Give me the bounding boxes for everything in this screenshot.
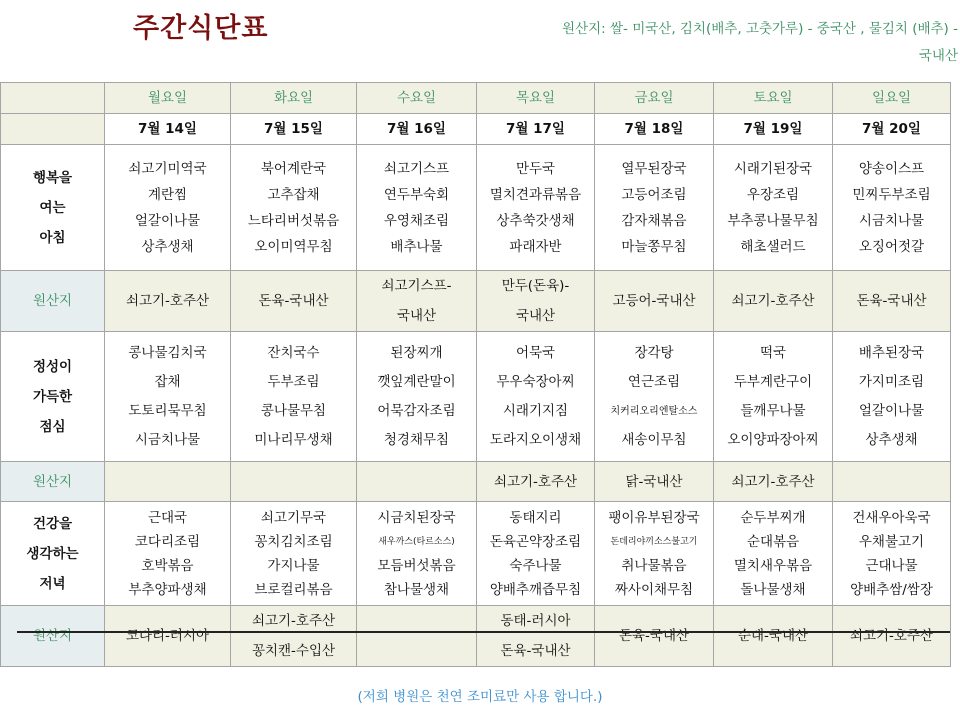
menu-item: 순두부찌개 xyxy=(740,509,806,526)
lunch-label-line: 점심 xyxy=(39,418,66,435)
weekly-menu-table xyxy=(0,82,951,667)
menu-item: 두부조림 xyxy=(267,373,320,390)
menu-item: 배추된장국 xyxy=(858,344,925,361)
breakfast-menu-cell xyxy=(595,145,714,271)
menu-item: 돈육곤약장조림 xyxy=(489,533,582,550)
lunch-label-line: 가득한 xyxy=(32,388,73,405)
menu-item: 배추나물 xyxy=(390,238,443,255)
day-name-cell: 토요일 xyxy=(714,83,833,114)
menu-item: 도토리묵무침 xyxy=(128,402,207,419)
breakfast-menu-cell xyxy=(477,145,595,271)
dinner-label-line: 저녁 xyxy=(39,575,66,592)
date-cell: 7월 18일 xyxy=(595,114,714,145)
menu-item: 콩나물김치국 xyxy=(128,344,207,361)
origin-item: 동태-러시아 xyxy=(500,613,571,629)
breakfast-row xyxy=(1,145,951,271)
menu-item: 쇠고기스프 xyxy=(383,160,450,177)
menu-item: 우장조림 xyxy=(746,186,800,203)
menu-item: 쇠고기미역국 xyxy=(128,160,207,177)
dinner-menu-cell xyxy=(357,502,477,606)
dinner-origin-cell xyxy=(231,606,357,667)
menu-item: 꽁치김치조림 xyxy=(254,533,333,550)
menu-item: 근대국 xyxy=(147,509,188,526)
origin-item: 쇠고기-호주산 xyxy=(493,473,578,490)
origin-item: 만두(돈육)- xyxy=(501,278,570,294)
origin-item: 쇠고기스프- xyxy=(381,278,452,294)
breakfast-origin-row xyxy=(1,271,951,332)
day-name-cell: 월요일 xyxy=(105,83,231,114)
menu-item: 가지미조림 xyxy=(858,373,925,390)
menu-item: 콩나물무침 xyxy=(260,402,327,419)
lunch-menu-cell xyxy=(357,332,477,462)
menu-item: 시금치나물 xyxy=(858,212,925,229)
menu-item: 얼갈이나물 xyxy=(134,212,201,229)
dinner-menu-cell xyxy=(105,502,231,606)
menu-item: 치커리오리엔탈소스 xyxy=(610,405,698,417)
dinner-menu-cell xyxy=(231,502,357,606)
menu-item: 숙주나물 xyxy=(509,557,562,574)
dinner-label-cell xyxy=(1,502,105,606)
origin-note-line1: 원산지: 쌀- 미국산, 김치(배추, 고춧가루) - 중국산 , 물김치 (배추) - xyxy=(562,21,958,37)
menu-item: 고등어조림 xyxy=(621,186,687,203)
breakfast-origin-cell xyxy=(595,271,714,332)
menu-item: 새우까스(타르소스) xyxy=(378,536,455,547)
menu-item: 얼갈이나물 xyxy=(858,402,925,419)
menu-item: 만두국 xyxy=(515,160,556,177)
menu-item: 짜사이채무침 xyxy=(614,581,694,598)
day-header-row xyxy=(1,83,951,114)
breakfast-label-line: 아침 xyxy=(39,229,66,246)
breakfast-origin-cell xyxy=(357,271,477,332)
menu-item: 북어계란국 xyxy=(260,160,327,177)
breakfast-menu-cell xyxy=(105,145,231,271)
menu-item: 팽이유부된장국 xyxy=(608,509,700,526)
menu-item: 상추생채 xyxy=(865,431,918,448)
origin-item: 돈육-국내산 xyxy=(618,628,690,644)
menu-item: 브로컬리볶음 xyxy=(254,581,333,598)
dinner-label-line: 건강을 xyxy=(32,515,73,532)
menu-item: 해초샐러드 xyxy=(740,238,806,255)
origin-item: 쇠고기-호주산 xyxy=(251,613,336,629)
lunch-menu-cell xyxy=(595,332,714,462)
dinner-menu-cell xyxy=(477,502,595,606)
origin-item: 쇠고기-호주산 xyxy=(125,293,210,309)
lunch-menu-cell xyxy=(231,332,357,462)
breakfast-origin-label: 원산지 xyxy=(1,271,105,332)
menu-item: 가지나물 xyxy=(267,557,320,574)
dinner-label-line: 생각하는 xyxy=(26,545,79,562)
date-cell: 7월 17일 xyxy=(477,114,595,145)
menu-item: 장각탕 xyxy=(634,344,674,361)
origin-item: 쇠고기-호주산 xyxy=(849,628,934,644)
menu-item: 감자채볶음 xyxy=(621,212,687,229)
day-name-cell: 화요일 xyxy=(231,83,357,114)
breakfast-origin-cell xyxy=(714,271,833,332)
dinner-origin-cell xyxy=(357,606,477,667)
menu-item: 돌나물생채 xyxy=(740,581,806,598)
menu-item: 멸치견과류볶음 xyxy=(489,186,582,203)
menu-item: 쇠고기무국 xyxy=(260,509,327,526)
menu-item: 마늘쫑무침 xyxy=(621,238,687,255)
date-header-row xyxy=(1,114,951,145)
day-name-cell: 수요일 xyxy=(357,83,477,114)
lunch-origin-cell xyxy=(105,462,231,502)
menu-item: 근대나물 xyxy=(865,557,918,574)
lunch-origin-cell xyxy=(714,462,833,502)
menu-item: 미나리무생채 xyxy=(254,431,333,448)
rice-kimchi-origin-note xyxy=(462,16,958,70)
menu-item: 부추콩나물무침 xyxy=(727,212,819,229)
lunch-origin-label: 원산지 xyxy=(1,462,105,502)
menu-item: 호박볶음 xyxy=(141,557,194,574)
menu-item: 민찌두부조림 xyxy=(852,186,931,203)
menu-item: 상추쑥갓생채 xyxy=(496,212,575,229)
menu-item: 우채불고기 xyxy=(858,533,925,550)
breakfast-label-line: 행복을 xyxy=(32,169,73,186)
day-name-cell: 금요일 xyxy=(595,83,714,114)
menu-item: 고추잡채 xyxy=(267,186,320,203)
menu-item: 무우숙장아찌 xyxy=(496,373,575,390)
footer-note: (저희 병원은 천연 조미료만 사용 합니다.) xyxy=(357,689,603,705)
origin-item: 쇠고기-호주산 xyxy=(731,293,815,309)
menu-item: 시금치나물 xyxy=(134,431,201,448)
dinner-row xyxy=(1,502,951,606)
menu-item: 시래기지짐 xyxy=(502,402,569,419)
dinner-origin-row xyxy=(1,606,951,667)
dinner-menu-cell xyxy=(595,502,714,606)
menu-item: 우영채조림 xyxy=(383,212,450,229)
menu-item: 건새우아욱국 xyxy=(852,509,931,526)
lunch-origin-row xyxy=(1,462,951,502)
dinner-origin-cell xyxy=(714,606,833,667)
origin-note-line2: 국내산 xyxy=(918,48,958,64)
menu-item: 코다리조림 xyxy=(134,533,201,550)
dinner-menu-cell xyxy=(714,502,833,606)
origin-item: 순대-국내산 xyxy=(737,628,809,644)
lunch-origin-cell xyxy=(595,462,714,502)
menu-item: 잡채 xyxy=(154,373,181,390)
breakfast-menu-cell xyxy=(833,145,951,271)
menu-item: 된장찌개 xyxy=(390,344,443,361)
menu-item: 연근조림 xyxy=(627,373,681,390)
menu-item: 도라지오이생채 xyxy=(489,431,582,448)
breakfast-origin-cell xyxy=(231,271,357,332)
corner-cell-top xyxy=(1,83,105,114)
dinner-origin-cell xyxy=(595,606,714,667)
menu-item: 오이양파장아찌 xyxy=(727,431,819,448)
menu-item: 돈데리야끼소스불고기 xyxy=(610,536,698,547)
menu-item: 부추양파생채 xyxy=(128,581,207,598)
origin-item: 꽁치캔-수입산 xyxy=(251,643,336,659)
origin-item: 돈육-국내산 xyxy=(258,293,329,309)
menu-item: 깻잎계란말이 xyxy=(377,373,456,390)
lunch-menu-cell xyxy=(105,332,231,462)
breakfast-origin-cell xyxy=(833,271,951,332)
menu-item: 잔치국수 xyxy=(267,344,320,361)
breakfast-origin-cell xyxy=(477,271,595,332)
menu-item: 두부계란구이 xyxy=(733,373,813,390)
date-cell: 7월 19일 xyxy=(714,114,833,145)
menu-item: 취나물볶음 xyxy=(621,557,687,574)
lunch-menu-cell xyxy=(477,332,595,462)
menu-item: 떡국 xyxy=(759,344,787,361)
lunch-menu-cell xyxy=(714,332,833,462)
lunch-origin-cell xyxy=(833,462,951,502)
origin-item: 고등어-국내산 xyxy=(612,293,696,309)
menu-item: 청경채무침 xyxy=(383,431,450,448)
day-name-cell: 목요일 xyxy=(477,83,595,114)
menu-item: 양송이스프 xyxy=(858,160,925,177)
breakfast-menu-cell xyxy=(357,145,477,271)
menu-item: 동태지리 xyxy=(509,509,562,526)
breakfast-label-cell xyxy=(1,145,105,271)
breakfast-origin-cell xyxy=(105,271,231,332)
date-cell: 7월 16일 xyxy=(357,114,477,145)
date-cell: 7월 15일 xyxy=(231,114,357,145)
menu-item: 계란찜 xyxy=(147,186,188,203)
menu-item: 모듬버섯볶음 xyxy=(377,557,456,574)
origin-item: 코다리-러시아 xyxy=(125,628,210,644)
lunch-label-line: 정성이 xyxy=(32,358,73,375)
dinner-origin-cell xyxy=(477,606,595,667)
dinner-origin-cell xyxy=(105,606,231,667)
menu-item: 양배추깨즙무침 xyxy=(489,581,582,598)
date-cell: 7월 14일 xyxy=(105,114,231,145)
menu-item: 상추생채 xyxy=(141,238,194,255)
origin-item: 국내산 xyxy=(515,308,556,324)
origin-item: 닭-국내산 xyxy=(625,473,683,490)
menu-item: 순대볶음 xyxy=(746,533,800,550)
dinner-origin-label: 원산지 xyxy=(1,606,105,667)
page-title: 주간식단표 xyxy=(133,13,269,44)
dinner-menu-cell xyxy=(833,502,951,606)
origin-item: 쇠고기-호주산 xyxy=(731,473,815,490)
dinner-origin-cell xyxy=(833,606,951,667)
lunch-menu-cell xyxy=(833,332,951,462)
lunch-origin-cell xyxy=(357,462,477,502)
origin-item: 돈육-국내산 xyxy=(500,643,571,659)
menu-item: 파래자반 xyxy=(509,238,562,255)
corner-cell-bottom xyxy=(1,114,105,145)
menu-item: 열무된장국 xyxy=(621,160,687,177)
lunch-origin-cell xyxy=(477,462,595,502)
menu-item: 시래기된장국 xyxy=(733,160,813,177)
menu-item: 들깨무나물 xyxy=(740,402,806,419)
lunch-row xyxy=(1,332,951,462)
origin-item: 돈육-국내산 xyxy=(856,293,927,309)
menu-item: 오징어젓갈 xyxy=(858,238,925,255)
menu-item: 새송이무침 xyxy=(621,431,687,448)
origin-item: 국내산 xyxy=(396,308,437,324)
menu-item: 멸치새우볶음 xyxy=(733,557,813,574)
menu-item: 어묵감자조림 xyxy=(377,402,456,419)
menu-item: 양배추쌈/쌈장 xyxy=(850,581,933,598)
day-name-cell: 일요일 xyxy=(833,83,951,114)
lunch-label-cell xyxy=(1,332,105,462)
menu-item: 참나물생채 xyxy=(383,581,450,598)
breakfast-label-line: 여는 xyxy=(39,199,66,216)
menu-item: 어묵국 xyxy=(515,344,556,361)
menu-item: 연두부숙회 xyxy=(383,186,450,203)
date-cell: 7월 20일 xyxy=(833,114,951,145)
lunch-origin-cell xyxy=(231,462,357,502)
menu-item: 오이미역무침 xyxy=(254,238,333,255)
divider-line xyxy=(17,631,950,633)
menu-item: 느타리버섯볶음 xyxy=(247,212,340,229)
menu-item: 시금치된장국 xyxy=(377,509,456,526)
breakfast-menu-cell xyxy=(231,145,357,271)
breakfast-menu-cell xyxy=(714,145,833,271)
